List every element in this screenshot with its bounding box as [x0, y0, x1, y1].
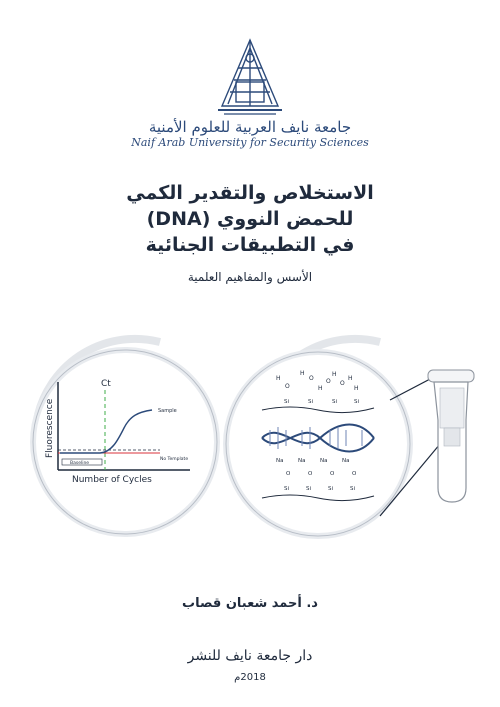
- book-subtitle: الأسس والمفاهيم العلمية: [187, 270, 313, 284]
- sample-label: Sample: [158, 408, 177, 414]
- test-tube-icon: [428, 370, 474, 502]
- ion-h-6: H: [354, 385, 359, 392]
- no-template-label: No Template: [160, 457, 189, 462]
- baseline-label: Baseline: [70, 461, 90, 466]
- university-name-english: Naif Arab University for Security Sciences: [131, 136, 369, 149]
- book-title-line-1: الاستخلاص والتقدير الكمي: [126, 182, 374, 204]
- publication-year: 2018م: [234, 672, 266, 683]
- silicon-1: Si: [284, 399, 290, 405]
- sodium-1: Na: [276, 458, 284, 464]
- ion-h-3: H: [318, 385, 323, 392]
- dna-circle: [226, 339, 410, 536]
- silicon-8: Si: [350, 486, 356, 492]
- silicon-4: Si: [354, 399, 360, 405]
- university-logo: [212, 38, 288, 118]
- ion-h-5: H: [348, 375, 353, 382]
- ion-h-4: H: [332, 371, 337, 378]
- silicon-6: Si: [306, 486, 312, 492]
- oxygen-7: O: [330, 471, 335, 477]
- silicon-5: Si: [284, 486, 290, 492]
- author-name: د. أحمد شعبان قصاب: [182, 596, 318, 611]
- y-axis-label: Fluorescence: [45, 398, 55, 458]
- silicon-3: Si: [332, 399, 338, 405]
- silicon-7: Si: [328, 486, 334, 492]
- ct-label: Ct: [101, 379, 111, 389]
- pcr-circle: [33, 339, 217, 534]
- ion-h-2: H: [300, 370, 305, 377]
- sodium-4: Na: [342, 458, 350, 464]
- publisher-name: دار جامعة نايف للنشر: [187, 648, 313, 664]
- oxygen-4: O: [340, 380, 345, 387]
- x-axis-label: Number of Cycles: [72, 475, 152, 485]
- book-title-line-2: للحمض النووي (DNA): [146, 208, 354, 230]
- sodium-3: Na: [320, 458, 328, 464]
- oxygen-1: O: [285, 383, 290, 390]
- oxygen-8: O: [352, 471, 357, 477]
- oxygen-6: O: [308, 471, 313, 477]
- ion-h-1: H: [276, 375, 281, 382]
- sodium-2: Na: [298, 458, 306, 464]
- oxygen-2: O: [309, 375, 314, 382]
- oxygen-5: O: [286, 471, 291, 477]
- cover-illustration: [0, 320, 500, 570]
- university-name-arabic: جامعة نايف العربية للعلوم الأمنية: [148, 118, 352, 136]
- silicon-2: Si: [308, 399, 314, 405]
- book-title-line-3: في التطبيقات الجنائية: [145, 234, 355, 256]
- oxygen-3: O: [326, 378, 331, 385]
